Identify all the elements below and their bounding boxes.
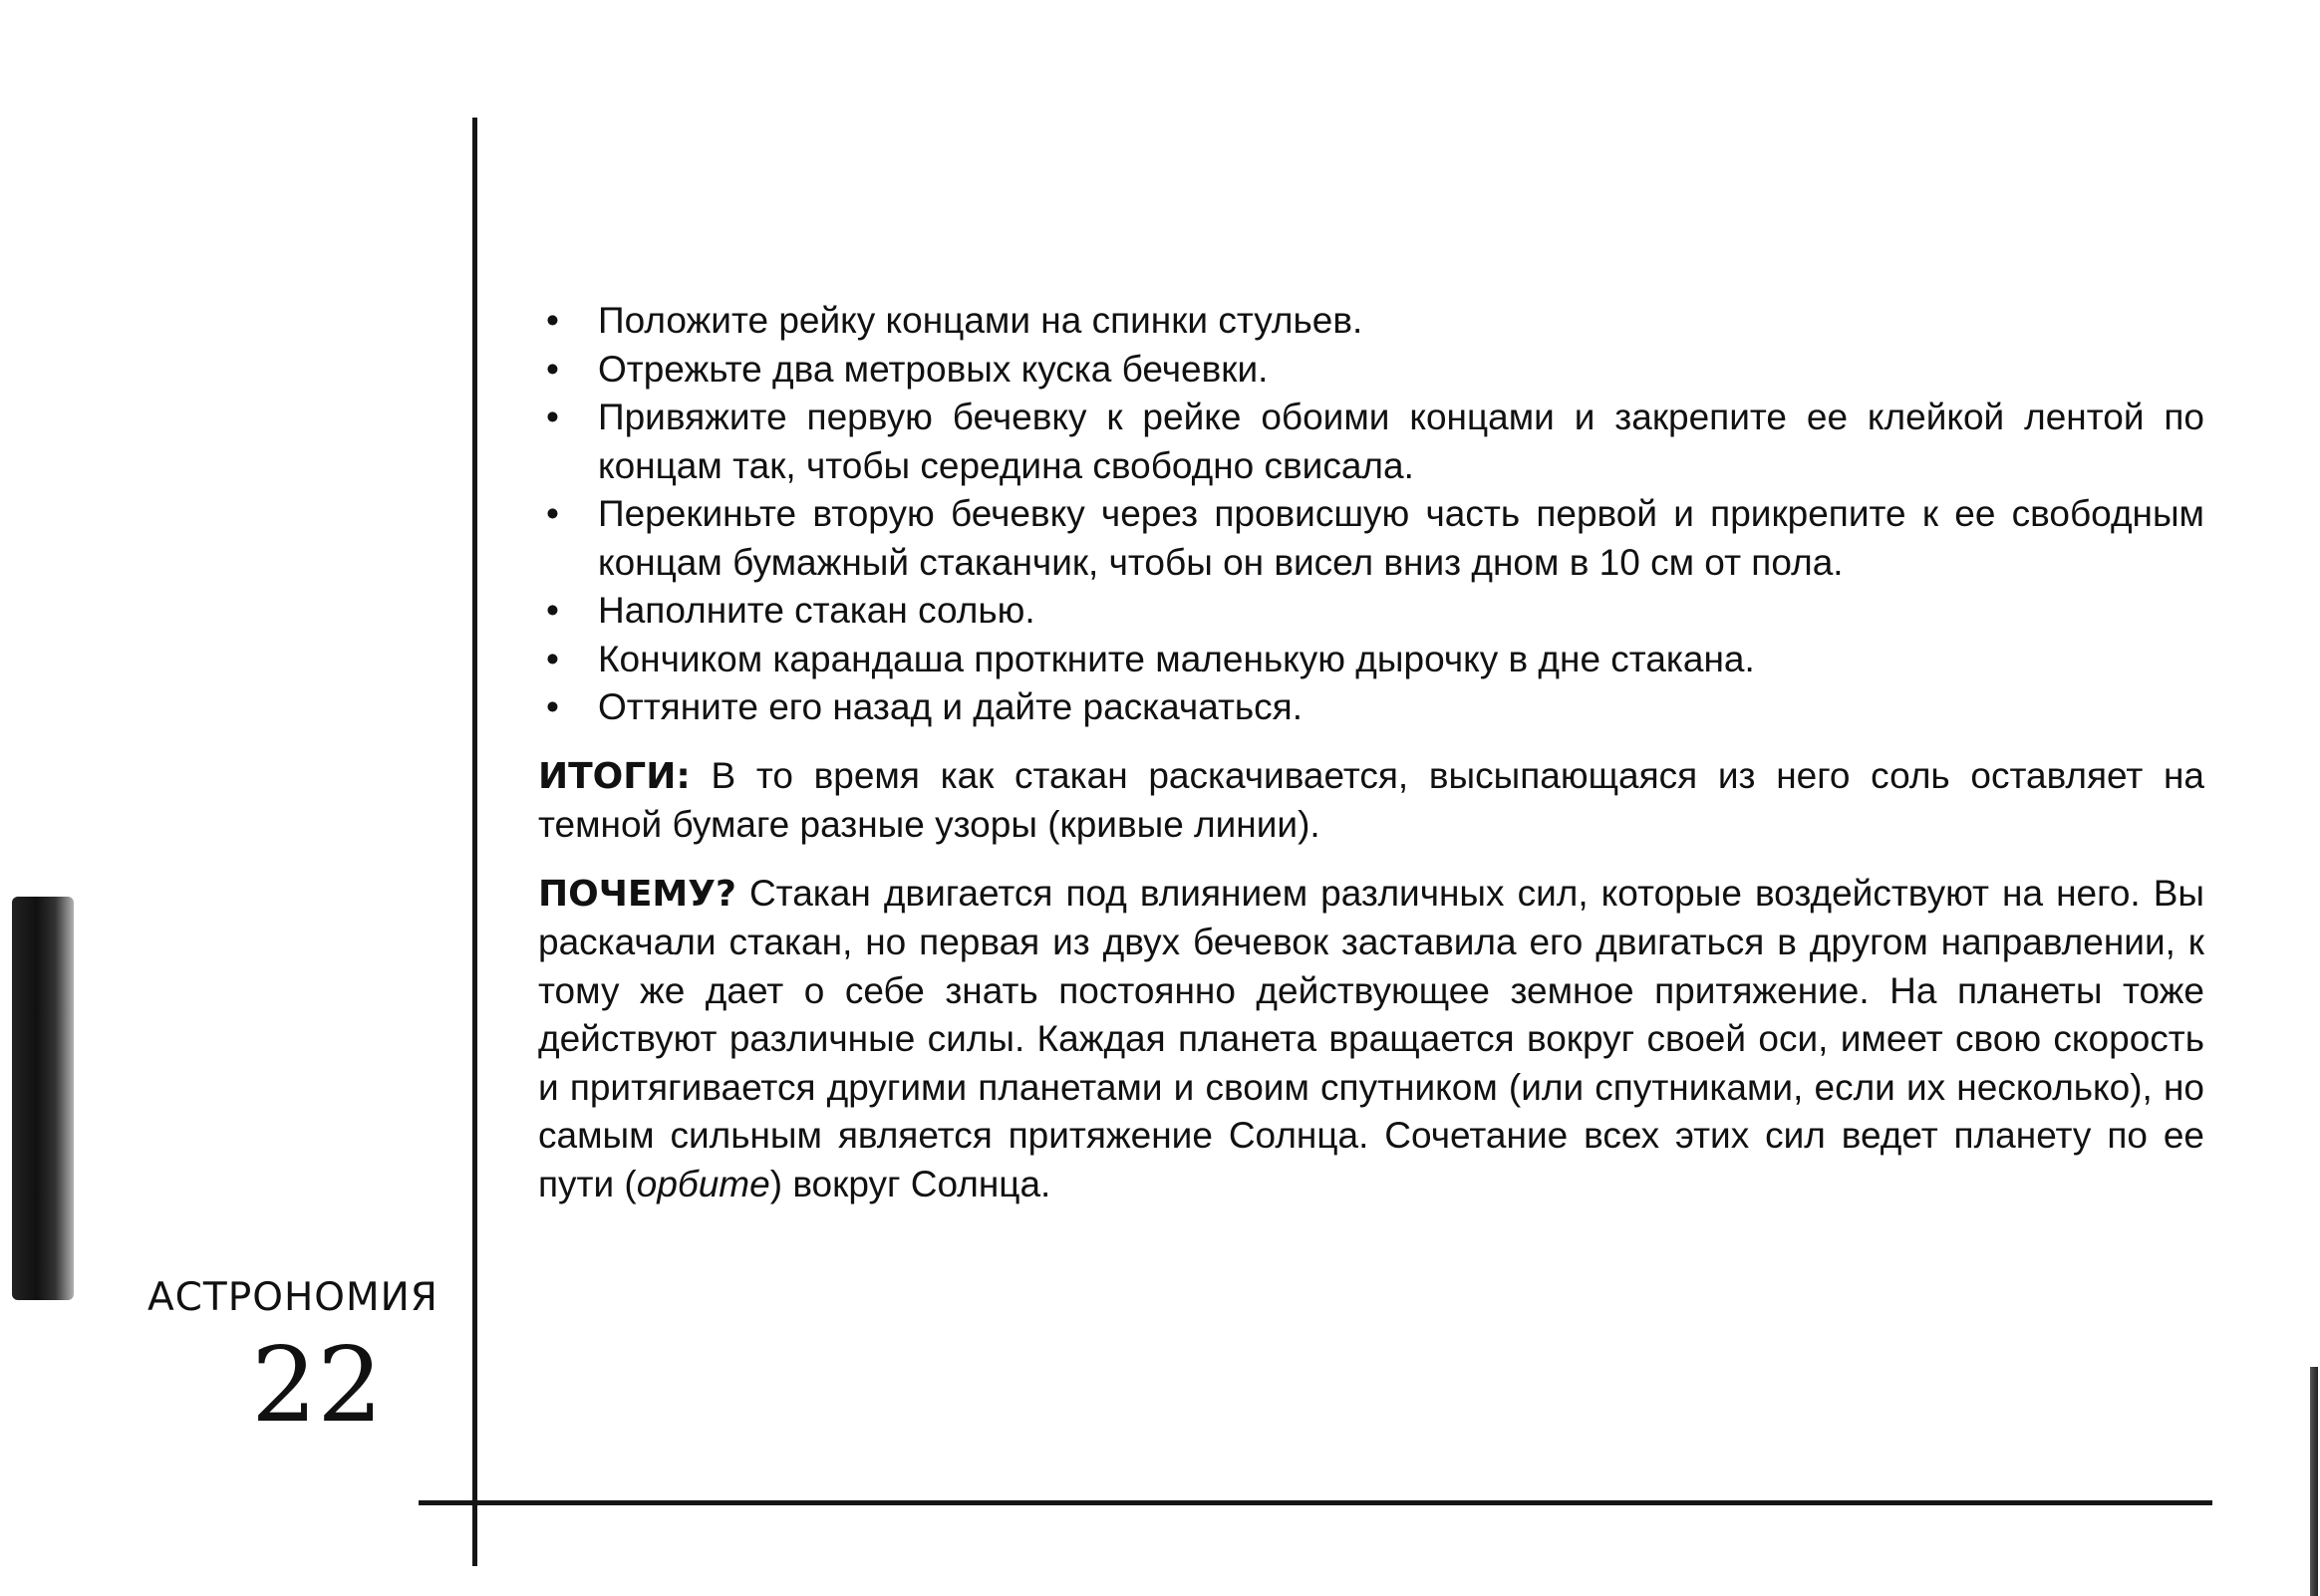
section-title: АСТРОНОМИЯ: [147, 1275, 438, 1320]
why-text: Стакан двигается под влиянием различных сил, которые воздействуют на него. Вы раскачали стакан, но первая из двух бечевок заставила его двигаться в другом направлении, к тому же дает о себе знать постоянно действующее земное притяжение. На планеты тоже действуют различные силы. Каждая планета вращается вокруг своей оси, имеет свою скорость и притягивается другими планетами и своим спутником (или спутниками, если их несколько), но самым сильным является притяжение Солнца. Сочетание всех этих сил ведет планету по ее пути (: [538, 872, 2204, 1204]
list-item: • Привяжите первую бечевку к рейке обоими концами и закрепите ее клейкой лентой по концам так, чтобы середина свободно свисала.: [538, 394, 2204, 490]
vertical-margin-rule: [472, 118, 477, 1566]
list-item: • Кончиком карандаша проткните маленькую дырочку в дне стакана.: [538, 636, 2204, 684]
list-item: • Оттяните его назад и дайте раскачаться.: [538, 683, 2204, 732]
why-paragraph: [538, 870, 2204, 1209]
main-text-column: [538, 297, 2204, 1208]
footer-rule: [419, 1500, 2212, 1505]
list-item: • Отрежьте два метровых куска бечевки.: [538, 346, 2204, 395]
results-label: ИТОГИ:: [538, 755, 691, 797]
list-item: • Положите рейку концами на спинки стульев.: [538, 297, 2204, 346]
list-item: • Наполните стакан солью.: [538, 587, 2204, 636]
page-number: 22: [251, 1324, 384, 1446]
why-text-end: ) вокруг Солнца.: [769, 1163, 1051, 1204]
why-label: ПОЧЕМУ?: [538, 873, 736, 915]
list-item: • Перекиньте вторую бечевку через провисшую часть первой и прикрепите к ее свободным концам бумажный стаканчик, чтобы он висел вниз дном в 10 см от пола.: [538, 490, 2204, 587]
results-text: В то время как стакан раскачивается, высыпающаяся из него соль оставляет на темной бумаге разные узоры (кривые линии).: [538, 754, 2204, 845]
instruction-list: [538, 297, 2204, 732]
orbit-term: орбите: [636, 1163, 770, 1204]
scan-shadow-right: [2310, 1367, 2318, 1596]
results-paragraph: [538, 752, 2204, 850]
scan-shadow-left: [12, 897, 74, 1300]
